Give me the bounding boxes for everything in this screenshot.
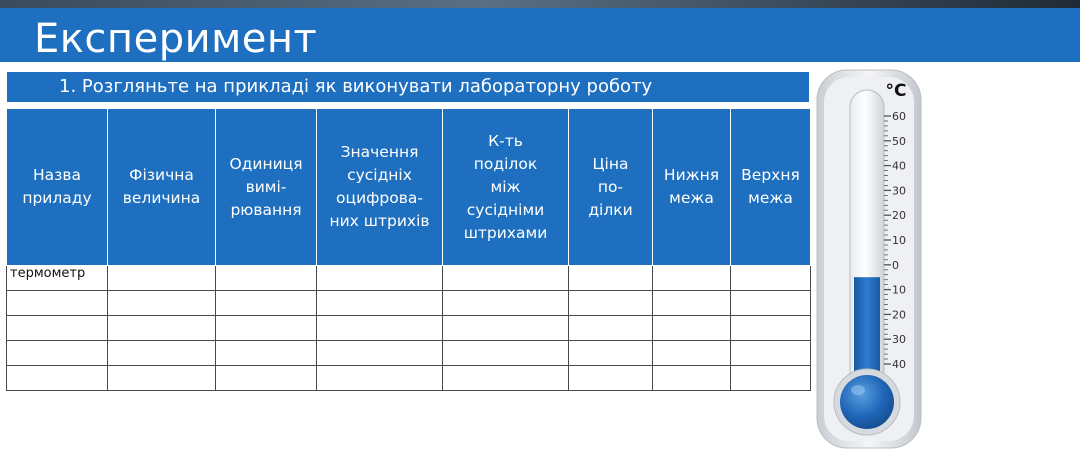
table-cell[interactable]	[108, 266, 216, 291]
window-top-strip	[0, 0, 1080, 8]
thermometer-bulb	[840, 375, 894, 429]
table-cell[interactable]	[317, 341, 443, 366]
thermometer-bulb-highlight	[851, 385, 865, 395]
table-cell[interactable]	[731, 366, 811, 391]
table-cell[interactable]	[7, 291, 108, 316]
table-cell[interactable]	[731, 341, 811, 366]
table-cell[interactable]: термометр	[7, 266, 108, 291]
table-cell[interactable]	[7, 366, 108, 391]
table-cell[interactable]	[653, 366, 731, 391]
column-header-adjacent-marks: Значення сусідніх оцифрова- них штрихів	[317, 109, 443, 266]
table-cell[interactable]	[443, 316, 569, 341]
column-header-upper-limit: Верхня межа	[731, 109, 811, 266]
table-row	[7, 291, 811, 316]
column-header-lower-limit: Нижня межа	[653, 109, 731, 266]
table-cell[interactable]	[216, 291, 317, 316]
table-row	[7, 316, 811, 341]
table-cell[interactable]	[653, 266, 731, 291]
table-cell[interactable]	[108, 341, 216, 366]
table-cell[interactable]	[443, 341, 569, 366]
lab-table	[6, 108, 811, 391]
thermometer-scale-label: 30	[892, 184, 906, 198]
thermometer-scale-label: 20	[892, 209, 906, 223]
thermometer-scale-label: 60	[892, 110, 906, 123]
thermometer-illustration	[814, 68, 924, 452]
table-cell[interactable]	[7, 341, 108, 366]
page-title: Експеримент	[34, 16, 318, 62]
table-cell[interactable]	[317, 316, 443, 341]
thermometer-scale-label: 0	[892, 258, 899, 272]
table-cell[interactable]	[317, 266, 443, 291]
thermometer-unit-label: °C	[885, 81, 907, 101]
table-row	[7, 366, 811, 391]
thermometer-scale-label: 10	[892, 234, 906, 247]
column-header-unit: Одиниця вимі- рювання	[216, 109, 317, 266]
table-cell[interactable]	[731, 266, 811, 291]
table-cell[interactable]	[443, 266, 569, 291]
column-header-divisions-count: К-ть поділок між сусідніми штрихами	[443, 109, 569, 266]
table-cell[interactable]	[317, 291, 443, 316]
title-bar	[0, 8, 1080, 62]
column-header-physical-quantity: Фізична величина	[108, 109, 216, 266]
table-cell[interactable]	[653, 341, 731, 366]
table-cell[interactable]	[216, 366, 317, 391]
table-cell[interactable]	[216, 341, 317, 366]
table-cell[interactable]	[653, 316, 731, 341]
table-cell[interactable]	[317, 366, 443, 391]
thermometer-scale-label: 30	[892, 333, 906, 347]
table-row	[7, 341, 811, 366]
table-cell[interactable]	[108, 291, 216, 316]
table-cell[interactable]	[731, 291, 811, 316]
table-cell[interactable]	[7, 316, 108, 341]
table-cell[interactable]	[731, 316, 811, 341]
table-cell[interactable]	[569, 366, 653, 391]
thermometer-scale-label: 40	[892, 358, 906, 371]
table-cell[interactable]	[443, 291, 569, 316]
column-header-device-name: Назва приладу	[7, 109, 108, 266]
column-header-division-value: Ціна по- ділки	[569, 109, 653, 266]
thermometer-scale-label: 20	[892, 308, 906, 322]
table-cell[interactable]	[108, 366, 216, 391]
table-cell[interactable]	[216, 266, 317, 291]
table-cell[interactable]	[216, 316, 317, 341]
table-header-row	[7, 109, 811, 266]
table-cell[interactable]	[569, 266, 653, 291]
thermometer-scale-label: 50	[892, 134, 906, 148]
table-cell[interactable]	[108, 316, 216, 341]
task-heading: 1. Розгляньте на прикладі як виконувати лабораторну роботу	[59, 76, 653, 97]
table-cell[interactable]	[569, 341, 653, 366]
table-cell[interactable]	[569, 316, 653, 341]
table-row	[7, 266, 811, 291]
table-cell[interactable]	[569, 291, 653, 316]
thermometer-scale-label: 10	[892, 283, 906, 297]
table-cell[interactable]	[653, 291, 731, 316]
task-heading-bar	[7, 72, 809, 102]
thermometer-scale-label: 40	[892, 159, 906, 173]
table-cell[interactable]	[443, 366, 569, 391]
